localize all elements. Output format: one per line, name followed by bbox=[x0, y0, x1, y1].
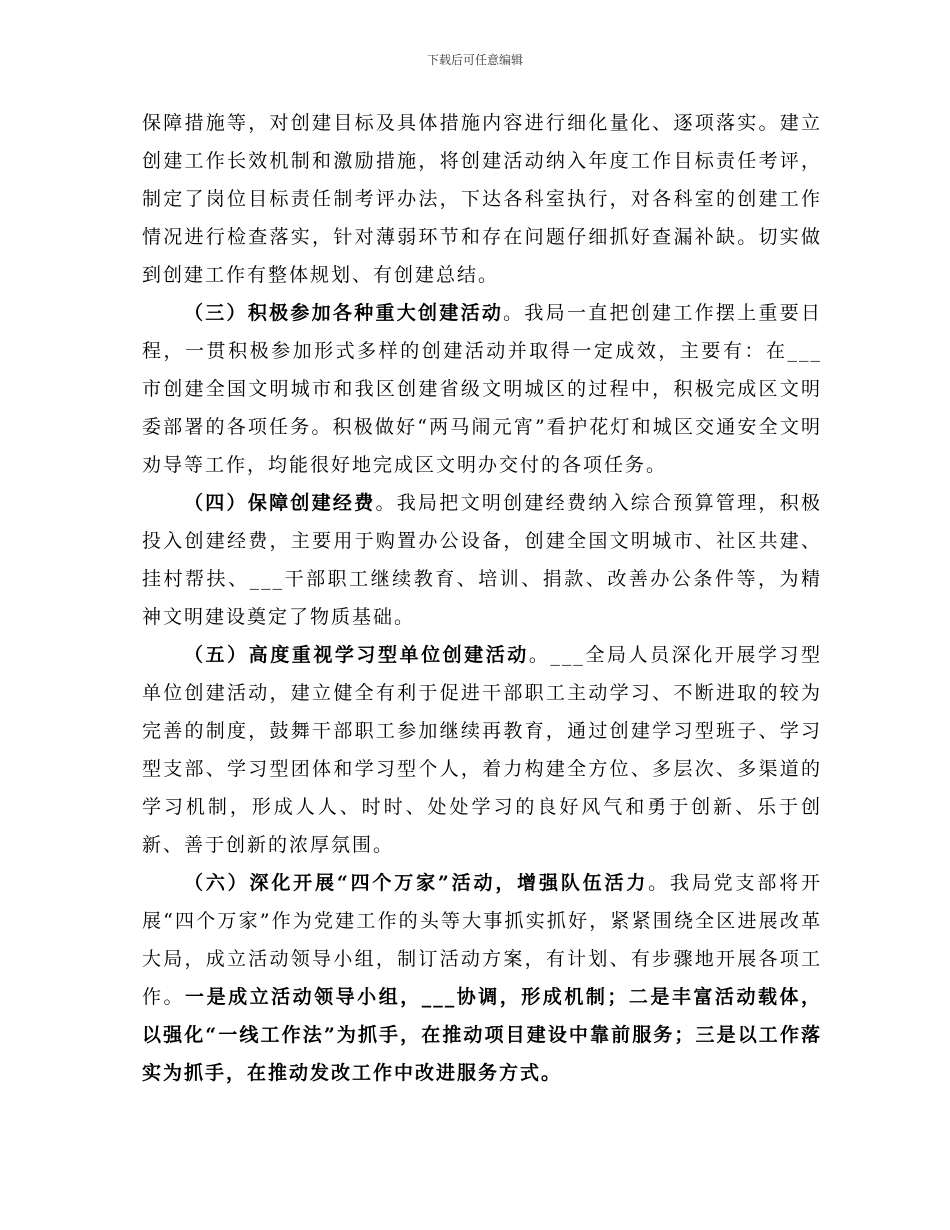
paragraph-text: 保障措施等，对创建目标及具体措施内容进行细化量化、逐项落实。建立创建工作长效机制和激励措施，将创建活动纳入年度工作目标责任考评，制定了岗位目标责任制考评办法，下达各科室执行，对各科室的创建工作情况进行检查落实，针对薄弱环节和存在问题仔细抓好查漏补缺。切实做到创建工作有整体规划、有创建总结。 bbox=[142, 112, 822, 286]
section-heading: （五）高度重视学习型单位创建活动 bbox=[184, 644, 529, 666]
paragraph-text: 。___全局人员深化开展学习型单位创建活动，建立健全有利于促进干部职工主动学习、不断进取的较为完善的制度，鼓舞干部职工参加继续再教育，通过创建学习型班子、学习型支部、学习型团体和学习型个人，着力构建全方位、多层次、多渠道的学习机制，形成人人、时时、处处学习的良好风气和勇于创新、乐于创新、善于创新的浓厚氛围。 bbox=[142, 644, 822, 856]
paragraph-section-6 bbox=[142, 864, 822, 1092]
page-header bbox=[0, 52, 950, 68]
paragraph-text: 。我局把文明创建经费纳入综合预算管理，积极投入创建经费，主要用于购置办公设备，创建全国文明城市、社区共建、挂村帮扶、___干部职工继续教育、培训、捐款、改善办公条件等，为精神文明建设奠定了物质基础。 bbox=[142, 492, 822, 628]
header-text: 下载后可任意编辑 bbox=[426, 53, 523, 67]
paragraph-section-5 bbox=[142, 636, 822, 864]
document-body bbox=[142, 104, 822, 1092]
paragraph-text: 。我局党支部将开展“四个万家”作为党建工作的头等大事抓实抓好，紧紧围绕全区进展改革大局，成立活动领导小组，制订活动方案，有计划、有步骤地开展各项工作。 bbox=[142, 872, 822, 1008]
section-heading: （三）积极参加各种重大创建活动 bbox=[184, 302, 504, 324]
section-heading: （四）保障创建经费 bbox=[184, 492, 376, 514]
paragraph-section-3 bbox=[142, 294, 822, 484]
paragraph-section-4 bbox=[142, 484, 822, 636]
section-heading: （六）深化开展“四个万家”活动，增强队伍活力 bbox=[184, 872, 649, 894]
paragraph-continuation bbox=[142, 104, 822, 294]
paragraph-text: 。我局一直把创建工作摆上重要日程，一贯积极参加形式多样的创建活动并取得一定成效，主要有：在___市创建全国文明城市和我区创建省级文明城区的过程中，积极完成区文明委部署的各项任务。积极做好“两马闹元宵”看护花灯和城区交通安全文明劝导等工作，均能很好地完成区文明办交付的各项任务。 bbox=[142, 302, 822, 476]
paragraph-bold-text: 一是成立活动领导小组，___协调，形成机制；二是丰富活动载体，以强化“一线工作法”为抓手，在推动项目建设中靠前服务；三是以工作落实为抓手，在推动发改工作中改进服务方式。 bbox=[142, 986, 822, 1084]
